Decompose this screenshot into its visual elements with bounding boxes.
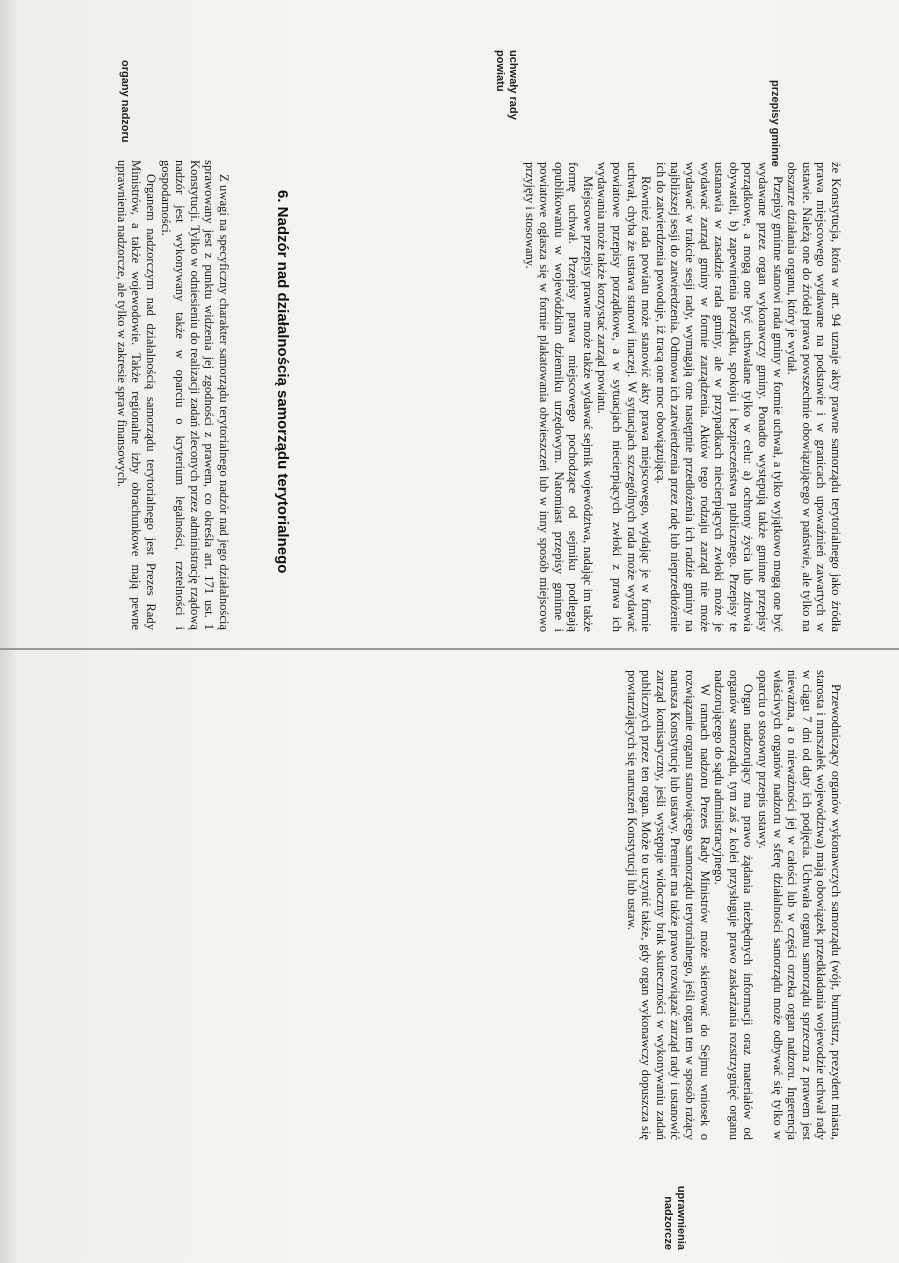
- margin-label-uprawnienia-nadzorcze: uprawnienia nadzorcze: [662, 1185, 687, 1250]
- paragraph: Miejscowe przepisy prawne może także wydawać sejmik województwa, nadając im także formę uchwał. Przepisy prawa miejscowego pochodzące od sejmiku podlegają opublikowaniu w wojewódzkim dzienniku urzędowym. Natomiast przepisy gminne i powiatowe ogłasza się w formie plakatowania obwieszczeń lub w inny sposób miejscowo przyjęty i stosowany.: [522, 162, 595, 632]
- lower-page-text-block: [624, 670, 843, 1140]
- paragraph: Organ nadzorujący ma prawo żądania niezbędnych informacji oraz materiałów od organów samorządu, tym zaś z kolei przysługuje prawo zaskarżania rozstrzygnięć organu nadzorującego do sądu administracyjnego.: [712, 670, 756, 1140]
- margin-label-uchwaly-rady-powiatu: uchwały rady powiatu: [494, 50, 519, 120]
- paragraph: że Konstytucja, która w art. 94 uznaje akty prawne samorządu terytorialnego jako źródła prawa miejscowego wydawane na podstawie i w granicach upoważnień zawartych w ustawie. Należą one do źródeł prawa powszechnie obowiązującego w państwie, ale tylko na obszarze działania organu, który je wydał.: [785, 162, 843, 632]
- paragraph: Przepisy gminne stanowi rada gminy w formie uchwał, a tylko wyjątkowo mogą one być wydawane przez organ wykonawczy gminy. Ponadto występują także gminne przepisy porządkowe, a mogą one być uchwalane tylko w celu: a) ochrony życia lub zdrowia obywateli, b) zapewnienia porządku, spokoju i bezpieczeństwa publicznego. Przepisy te ustanawia w zasadzie rada gminy, ale w przypadkach niecierpiących zwłoki może je wydawać zarząd gminy w formie zarządzenia. Aktów tego rodzaju zarząd nie może wydawać w trakcie sesji rady, wymagają one następnie przedłożenia ich radzie gminy na najbliższej sesji do zatwierdzenia. Odmowa ich zatwierdzenia przez radę lub nieprzedłożenie ich do zatwierdzenia powoduje, iż tracą one moc obowiązującą.: [653, 162, 785, 632]
- paragraph: Z uwagi na specyficzny charakter samorządu terytorialnego nadzór nad jego działalnością sprawowany jest z punktu widzenia jej zgodności z prawem, co określa art. 171 ust. 1 Konstytucji. Tylko w odniesieniu do realizacji zadań zleconych przez administrację rządową nadzór jest wykonywany także w oparciu o kryterium legalności, rzetelności i gospodarności.: [158, 160, 231, 630]
- margin-label-przepisy-gminne: przepisy gminne: [769, 80, 781, 167]
- upper-page-text-block-2: [114, 160, 231, 630]
- section-heading: 6. Nadzór nad działalnością samorządu terytorialnego: [274, 190, 291, 574]
- margin-label-organy-nadzoru: organy nadzoru: [119, 60, 131, 143]
- paragraph: Przewodniczący organów wykonawczych samorządu (wójt, burmistrz, prezydent miasta, starosta i marszałek województwa) mają obowiązek przedkładania wojewodzie uchwał rady w ciągu 7 dni od daty ich podjęcia. Uchwała organu samorządu sprzeczna z prawem jest nieważna, a o nieważności jej w całości lub w części orzeka organ nadzoru. Ingerencja właściwych organów nadzoru w sferę działalności samorządu może odbywać się tylko w oparciu o stosowny przepis ustawy.: [756, 670, 843, 1140]
- paragraph: W ramach nadzoru Prezes Rady Ministrów może skierować do Sejmu wniosek o rozwiązanie organu stanowiącego samorządu terytorialnego, jeśli organ ten w sposób rażący narusza Konstytucję lub ustawy. Premier ma także prawo rozwiązać zarząd rady i ustanowić zarząd komisaryczny, jeśli występuje widoczny brak skuteczności w wykonywaniu zadań publicznych przez ten organ. Może to uczynić także, gdy organ wykonawczy dopuszcza się powtarzających się naruszeń Konstytucji lub ustaw.: [624, 670, 712, 1140]
- upper-page-text-block: [522, 162, 843, 632]
- book-fold: [0, 648, 899, 650]
- paragraph: Również rada powiatu może stanowić akty prawa miejscowego, wydając je w formie uchwał, chyba że ustawa stanowi inaczej. W sytuacjach szczególnych rada może wydawać powiatowe przepisy porządkowe, a w sytuacjach niecierpiących zwłoki z prawa ich wydawania może także korzystać zarząd powiatu.: [595, 162, 654, 632]
- paragraph: Organem nadzorczym nad działalnością samorządu terytorialnego jest Prezes Rady Ministrów, a także wojewodowie. Także regionalne izby obrachunkowe mają pewne uprawnienia nadzorcze, ale tylko w zakresie spraw finansowych.: [114, 160, 159, 630]
